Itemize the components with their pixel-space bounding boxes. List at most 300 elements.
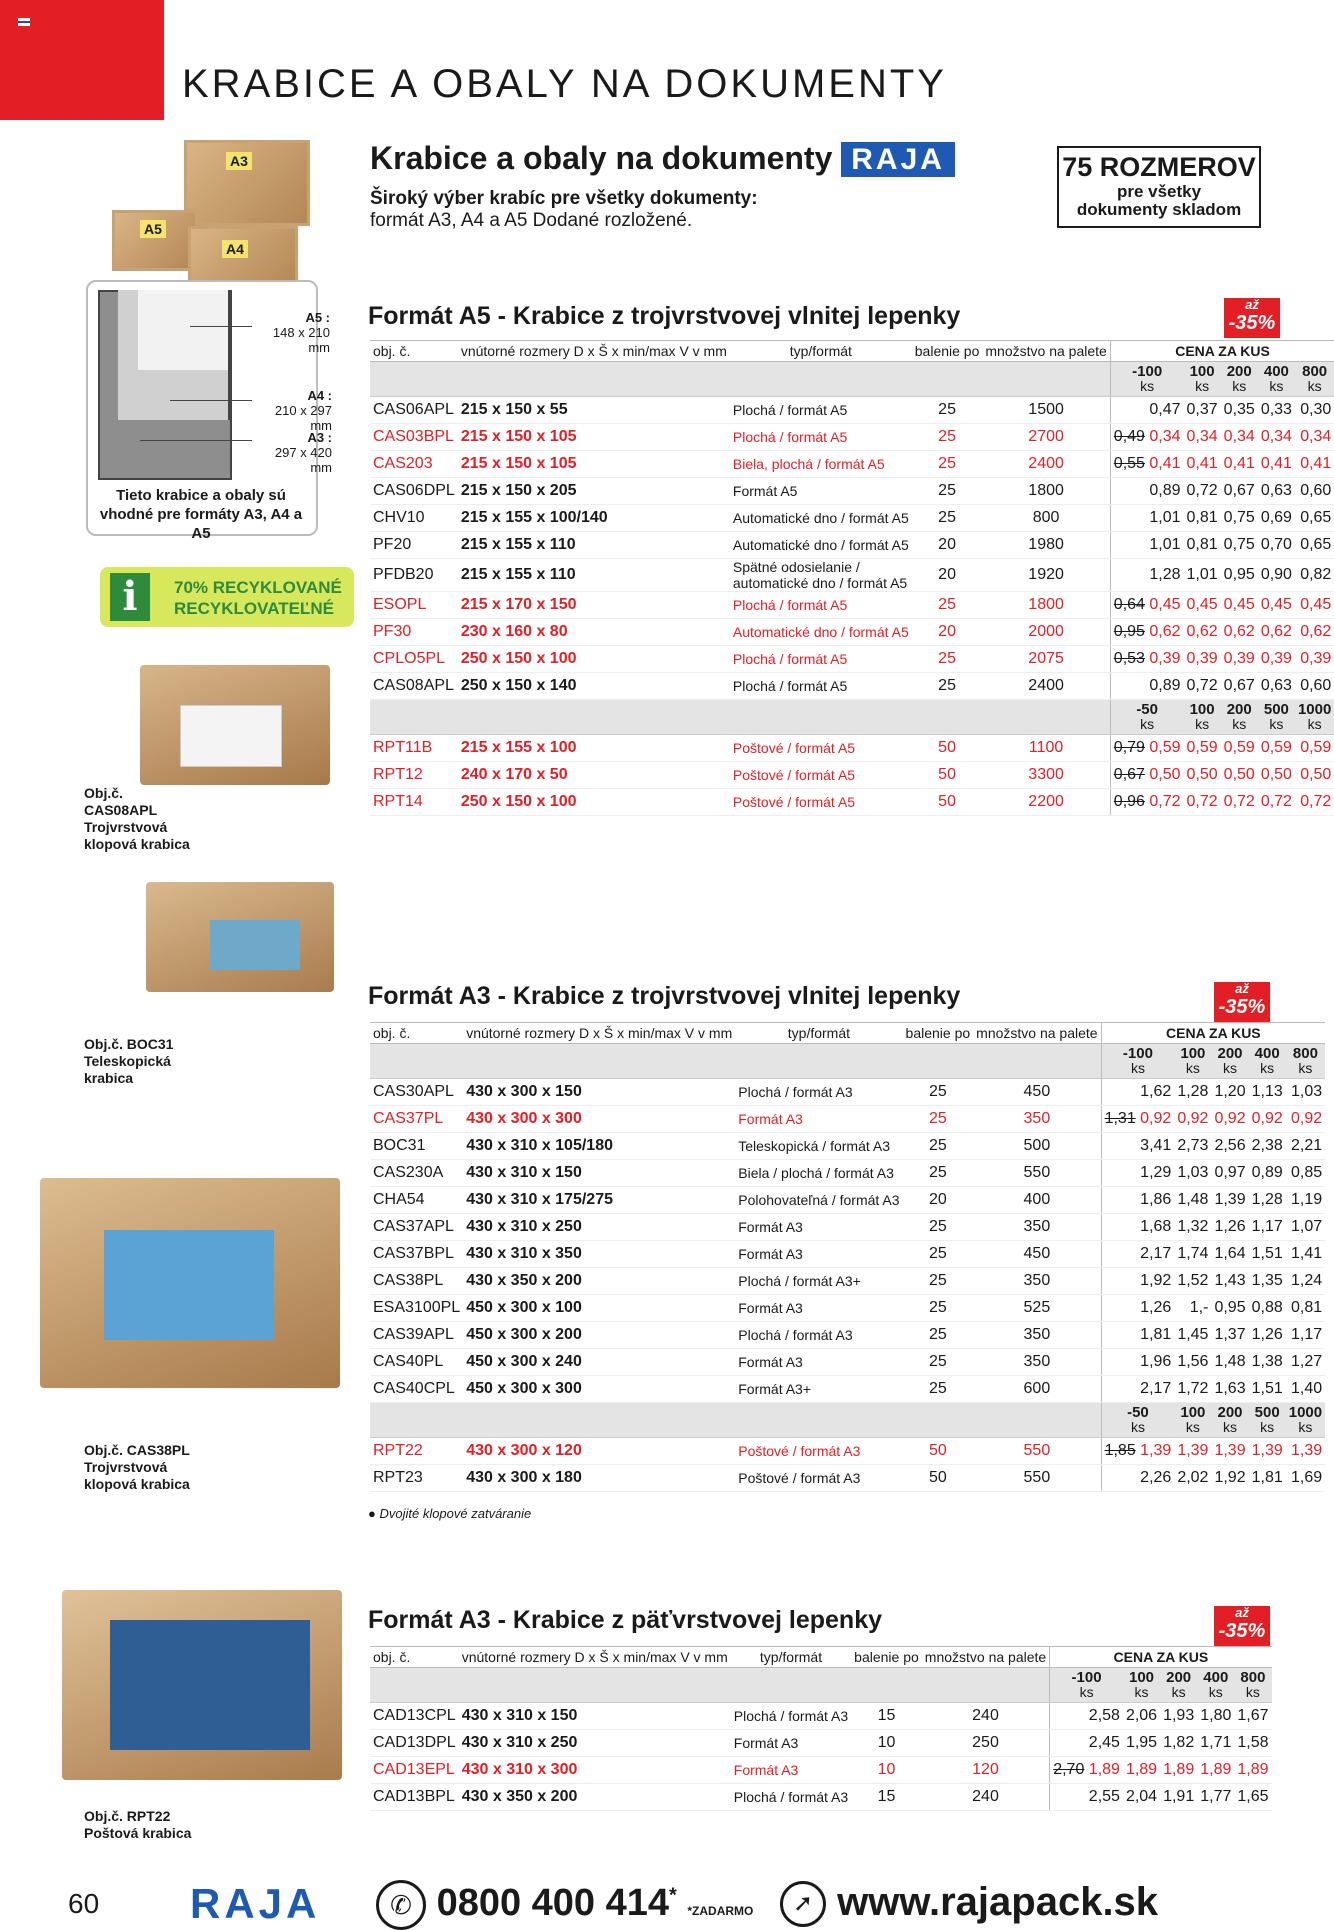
table-row: [370, 1376, 1325, 1403]
pack-size: 10: [851, 1730, 922, 1757]
table-row: [370, 1133, 1325, 1160]
inner-dimensions: 430 x 300 x 300: [463, 1106, 735, 1133]
table-row: [370, 451, 1334, 478]
unit-price: 0,95: [1211, 1295, 1248, 1322]
unit-price: 0,88: [1249, 1295, 1286, 1322]
quantity-row-blank: [370, 362, 1110, 397]
product-type: Formát A3: [735, 1295, 902, 1322]
product-type: Formát A3: [735, 1214, 902, 1241]
unit-price: 1,40: [1286, 1376, 1325, 1403]
unit-price: 2,06: [1123, 1703, 1160, 1730]
inner-dimensions: 430 x 310 x 105/180: [463, 1133, 735, 1160]
product-type: Formát A3: [735, 1106, 902, 1133]
table-row: [370, 1438, 1325, 1465]
product-code: CPLO5PL: [370, 646, 458, 673]
inner-dimensions: 430 x 310 x 175/275: [463, 1187, 735, 1214]
inner-dimensions: 430 x 310 x 300: [459, 1757, 731, 1784]
unit-price: 1,26: [1211, 1214, 1248, 1241]
footnote: ● Dvojité klopové zatváranie: [368, 1506, 532, 1521]
unit-price: 2,21: [1286, 1133, 1325, 1160]
unit-price: 0,45: [1258, 592, 1295, 619]
pack-size: 15: [851, 1784, 922, 1811]
product-code: CAS03BPL: [370, 424, 458, 451]
product-code: ESOPL: [370, 592, 458, 619]
header-pack: balenie po: [903, 1023, 974, 1044]
pack-size: 25: [912, 673, 983, 700]
unit-price: 1,91: [1160, 1784, 1197, 1811]
unit-price: 0,81: [1184, 532, 1221, 559]
product-code: ESA3100PL: [370, 1295, 463, 1322]
unit-price: 1,29: [1101, 1160, 1174, 1187]
pallet-quantity: 1800: [982, 592, 1110, 619]
unit-price: 0,92: [1249, 1106, 1286, 1133]
pallet-quantity: 250: [922, 1730, 1050, 1757]
unit-price: 1,43: [1211, 1268, 1248, 1295]
quantity-tier: 200 ks: [1221, 362, 1258, 397]
inner-dimensions: 450 x 300 x 200: [463, 1322, 735, 1349]
product-code: RPT11B: [370, 735, 458, 762]
unit-price: 1,58: [1234, 1730, 1271, 1757]
unit-price: 0,59: [1184, 735, 1221, 762]
quantity-tier: 100 ks: [1174, 1044, 1211, 1079]
unit-price: 0,67: [1221, 478, 1258, 505]
unit-price: 1,82: [1160, 1730, 1197, 1757]
unit-price: 1,41: [1286, 1241, 1325, 1268]
pack-size: 25: [912, 505, 983, 532]
unit-price: 0,72: [1258, 789, 1295, 816]
unit-price: 1,26: [1249, 1322, 1286, 1349]
product-code: RPT12: [370, 762, 458, 789]
pack-size: 25: [903, 1160, 974, 1187]
pack-size: 20: [903, 1187, 974, 1214]
unit-price: 1,03: [1286, 1079, 1325, 1106]
product-type: Plochá / formát A3: [735, 1079, 902, 1106]
table-row: [370, 1187, 1325, 1214]
inner-dimensions: 215 x 150 x 205: [458, 478, 730, 505]
pack-size: 25: [912, 424, 983, 451]
unit-price: 0,50: [1258, 762, 1295, 789]
header-type: typ/formát: [730, 341, 912, 362]
unit-price: 0,81: [1286, 1295, 1325, 1322]
product-type: Automatické dno / formát A5: [730, 532, 912, 559]
unit-price: 1,96: [1101, 1349, 1174, 1376]
format-line-a3: [140, 440, 252, 441]
unit-price: 0,95: [1221, 559, 1258, 592]
unit-price: 2,26: [1101, 1465, 1174, 1492]
quantity-row: [370, 700, 1334, 735]
unit-price: 1,39: [1174, 1438, 1211, 1465]
unit-price: 1,32: [1174, 1214, 1211, 1241]
unit-price: 0,65: [1295, 505, 1334, 532]
product-code: CHV10: [370, 505, 458, 532]
unit-price: 1,80: [1197, 1703, 1234, 1730]
header-price: CENA ZA KUS: [1110, 341, 1334, 362]
quantity-tier: -100 ks: [1050, 1668, 1123, 1703]
caption-cas38pl: Obj.č. CAS38PL Trojvrstvová klopová krabica: [84, 1442, 190, 1492]
pallet-quantity: 550: [973, 1438, 1101, 1465]
pack-size: 50: [912, 762, 983, 789]
unit-price: 1,64: [1211, 1241, 1248, 1268]
pallet-quantity: 800: [982, 505, 1110, 532]
quantity-tier: 200 ks: [1211, 1044, 1248, 1079]
pack-size: 25: [903, 1376, 974, 1403]
unit-price: 1,48: [1211, 1349, 1248, 1376]
box-label-a3: A3: [226, 152, 252, 170]
table-row: [370, 1295, 1325, 1322]
flag-icon: [18, 18, 30, 26]
header-price: CENA ZA KUS: [1101, 1023, 1325, 1044]
old-price: 0,96: [1113, 793, 1145, 810]
product-code: CAS08APL: [370, 673, 458, 700]
unit-price: 1,74: [1174, 1241, 1211, 1268]
box-label-a5: A5: [140, 220, 166, 238]
caption-cas08apl: Obj.č. CAS08APL Trojvrstvová klopová krabica: [84, 785, 190, 852]
header-dim: vnútorné rozmery D x Š x min/max V v mm: [463, 1023, 735, 1044]
quantity-row-blank: [370, 1668, 1050, 1703]
footer-website-link[interactable]: ➚ www.rajapack.sk: [780, 1880, 1158, 1927]
table-row: [370, 1214, 1325, 1241]
unit-price: 0,41: [1221, 451, 1258, 478]
intro-line-1: Široký výber krabíc pre všetky dokumenty:: [370, 188, 758, 209]
quantity-tier: 500 ks: [1258, 700, 1295, 735]
quantity-tier: 200 ks: [1211, 1403, 1248, 1438]
product-code: CAS06DPL: [370, 478, 458, 505]
old-price: 2,70: [1053, 1761, 1085, 1778]
unit-price: 1,67: [1234, 1703, 1271, 1730]
footer-phone[interactable]: ✆ 0800 400 414* *ZADARMO: [376, 1880, 753, 1930]
unit-price: 0,34: [1258, 424, 1295, 451]
unit-price: 1,28: [1174, 1079, 1211, 1106]
pack-size: 50: [912, 735, 983, 762]
unit-price: 0,75: [1221, 532, 1258, 559]
quantity-row: [370, 362, 1334, 397]
header-dim: vnútorné rozmery D x Š x min/max V v mm: [459, 1647, 731, 1668]
unit-price: 0,85: [1286, 1160, 1325, 1187]
quantity-tier: 200 ks: [1160, 1668, 1197, 1703]
unit-price: 0,63: [1258, 478, 1295, 505]
table-row: [370, 1106, 1325, 1133]
phone-icon: ✆: [376, 1880, 426, 1930]
caption-rpt22: Obj.č. RPT22 Poštová krabica: [84, 1808, 192, 1841]
old-price: 0,55: [1113, 455, 1145, 472]
unit-price: 1,24: [1286, 1268, 1325, 1295]
unit-price: 0,92: [1174, 1106, 1211, 1133]
pallet-quantity: 500: [973, 1133, 1101, 1160]
quantity-tier: 100 ks: [1184, 362, 1221, 397]
quantity-tier: -100 ks: [1110, 362, 1183, 397]
product-type: Formát A3+: [735, 1376, 902, 1403]
product-type: Formát A3: [731, 1757, 851, 1784]
old-price: 0,67: [1113, 766, 1145, 783]
inner-dimensions: 250 x 150 x 100: [458, 646, 730, 673]
badge-75-sizes: 75 ROZMEROV pre všetky dokumenty skladom: [1057, 146, 1261, 228]
unit-price: 1,28: [1110, 559, 1183, 592]
format-diagram-a5: [138, 290, 230, 370]
product-code: RPT23: [370, 1465, 463, 1492]
pallet-quantity: 1920: [982, 559, 1110, 592]
pallet-quantity: 450: [973, 1079, 1101, 1106]
unit-price: 0,33: [1258, 397, 1295, 424]
product-code: CAD13EPL: [370, 1757, 459, 1784]
unit-price: 1,51: [1249, 1241, 1286, 1268]
section-title-a5: Formát A5 - Krabice z trojvrstvovej vlnitej lepenky: [368, 302, 961, 330]
pack-size: 25: [912, 592, 983, 619]
pack-size: 50: [903, 1438, 974, 1465]
quantity-row: [370, 1044, 1325, 1079]
unit-price: 1,52: [1174, 1268, 1211, 1295]
box-photo-cas38pl-content: [104, 1230, 274, 1340]
product-type: Poštové / formát A5: [730, 789, 912, 816]
box-photo-boc31-content: [210, 920, 300, 970]
price-table-a5: [370, 340, 1334, 816]
pallet-quantity: 350: [973, 1214, 1101, 1241]
quantity-tier: 1000 ks: [1295, 700, 1334, 735]
pack-size: 25: [912, 478, 983, 505]
header-price: CENA ZA KUS: [1050, 1647, 1272, 1668]
quantity-tier: 500 ks: [1249, 1403, 1286, 1438]
pallet-quantity: 600: [973, 1376, 1101, 1403]
unit-price: 0,55 0,41: [1110, 451, 1183, 478]
quantity-tier: 400 ks: [1197, 1668, 1234, 1703]
unit-price: 0,45: [1184, 592, 1221, 619]
pallet-quantity: 1100: [982, 735, 1110, 762]
discount-badge-a3-5layer: až -35%: [1214, 1606, 1270, 1646]
pallet-quantity: 1800: [982, 478, 1110, 505]
table-header-row: [370, 341, 1334, 362]
unit-price: 1,27: [1286, 1349, 1325, 1376]
unit-price: 0,50: [1184, 762, 1221, 789]
product-type: Plochá / formát A3+: [735, 1268, 902, 1295]
header-obj: obj. č.: [370, 341, 458, 362]
pack-size: 25: [912, 451, 983, 478]
product-type: Poštové / formát A5: [730, 735, 912, 762]
table-row: [370, 1160, 1325, 1187]
unit-price: 1,68: [1101, 1214, 1174, 1241]
cursor-icon: ➚: [780, 1881, 826, 1927]
header-type: typ/formát: [731, 1647, 851, 1668]
product-type: Automatické dno / formát A5: [730, 505, 912, 532]
table-row: [370, 1322, 1325, 1349]
unit-price: 0,39: [1295, 646, 1334, 673]
table-row: [370, 505, 1334, 532]
unit-price: 1,81: [1249, 1465, 1286, 1492]
product-type: Plochá / formát A5: [730, 673, 912, 700]
table-row: [370, 397, 1334, 424]
quantity-row: [370, 1403, 1325, 1438]
quantity-tier: 400 ks: [1258, 362, 1295, 397]
pallet-quantity: 2200: [982, 789, 1110, 816]
pallet-quantity: 350: [973, 1322, 1101, 1349]
discount-badge-a3: až -35%: [1214, 982, 1270, 1022]
caption-boc31: Obj.č. BOC31 Teleskopická krabica: [84, 1036, 174, 1086]
inner-dimensions: 215 x 170 x 150: [458, 592, 730, 619]
unit-price: 1,93: [1160, 1703, 1197, 1730]
inner-dimensions: 215 x 150 x 105: [458, 424, 730, 451]
price-table-a3: [370, 1022, 1325, 1492]
quantity-tier: 100 ks: [1184, 700, 1221, 735]
product-type: Plochá / formát A5: [730, 592, 912, 619]
quantity-row: [370, 1668, 1272, 1703]
unit-price: 1,19: [1286, 1187, 1325, 1214]
unit-price: 0,95 0,62: [1110, 619, 1183, 646]
old-price: 0,53: [1113, 650, 1145, 667]
unit-price: 0,72: [1184, 478, 1221, 505]
product-type: Automatické dno / formát A5: [730, 619, 912, 646]
pallet-quantity: 240: [922, 1784, 1050, 1811]
price-table-a3-5layer: [370, 1646, 1272, 1811]
format-line-a4: [170, 400, 252, 401]
pallet-quantity: 240: [922, 1703, 1050, 1730]
inner-dimensions: 430 x 300 x 150: [463, 1079, 735, 1106]
table-row: [370, 1268, 1325, 1295]
unit-price: 0,90: [1258, 559, 1295, 592]
quantity-tier: 100 ks: [1123, 1668, 1160, 1703]
unit-price: 1,37: [1211, 1322, 1248, 1349]
footer-raja-logo: RAJA: [190, 1880, 321, 1927]
unit-price: 2,17: [1101, 1241, 1174, 1268]
quantity-row-blank: [370, 1044, 1101, 1079]
product-type: Polohovateľná / formát A3: [735, 1187, 902, 1214]
header-type: typ/formát: [735, 1023, 902, 1044]
unit-price: 1,65: [1234, 1784, 1271, 1811]
table-row: [370, 559, 1334, 592]
quantity-tier: -50 ks: [1101, 1403, 1174, 1438]
inner-dimensions: 430 x 300 x 180: [463, 1465, 735, 1492]
header-dim: vnútorné rozmery D x Š x min/max V v mm: [458, 341, 730, 362]
quantity-tier: 200 ks: [1221, 700, 1258, 735]
unit-price: 1,77: [1197, 1784, 1234, 1811]
unit-price: 0,69: [1258, 505, 1295, 532]
product-code: PF20: [370, 532, 458, 559]
unit-price: 0,72: [1221, 789, 1258, 816]
unit-price: 0,59: [1295, 735, 1334, 762]
inner-dimensions: 430 x 310 x 350: [463, 1241, 735, 1268]
header-obj: obj. č.: [370, 1647, 459, 1668]
inner-dimensions: 450 x 300 x 240: [463, 1349, 735, 1376]
pack-size: 25: [912, 397, 983, 424]
format-note: Tieto krabice a obaly sú vhodné pre formáty A3, A4 a A5: [99, 487, 303, 542]
table-row: [370, 1703, 1272, 1730]
quantity-tier: 800 ks: [1295, 362, 1334, 397]
pallet-quantity: 400: [973, 1187, 1101, 1214]
pack-size: 25: [903, 1349, 974, 1376]
pallet-quantity: 1980: [982, 532, 1110, 559]
inner-dimensions: 215 x 150 x 105: [458, 451, 730, 478]
pack-size: 25: [903, 1268, 974, 1295]
unit-price: 1,56: [1174, 1349, 1211, 1376]
unit-price: 1,39: [1211, 1438, 1248, 1465]
quantity-tier: 1000 ks: [1286, 1403, 1325, 1438]
format-line-a5: [190, 326, 252, 327]
pallet-quantity: 550: [973, 1465, 1101, 1492]
product-code: CHA54: [370, 1187, 463, 1214]
product-type: Formát A5: [730, 478, 912, 505]
product-code: CAS203: [370, 451, 458, 478]
unit-price: 0,53 0,39: [1110, 646, 1183, 673]
quantity-row-blank: [370, 1403, 1101, 1438]
unit-price: 0,60: [1295, 673, 1334, 700]
unit-price: 2,55: [1050, 1784, 1123, 1811]
pack-size: 25: [903, 1322, 974, 1349]
format-label-a4: A4 : 210 x 297 mm: [274, 388, 332, 433]
pack-size: 20: [912, 619, 983, 646]
pallet-quantity: 350: [973, 1268, 1101, 1295]
unit-price: 1,51: [1249, 1376, 1286, 1403]
pallet-quantity: 2400: [982, 451, 1110, 478]
inner-dimensions: 430 x 310 x 150: [459, 1703, 731, 1730]
product-type: Spätné odosielanie / automatické dno / formát A5: [730, 559, 912, 592]
quantity-tier: 800 ks: [1286, 1044, 1325, 1079]
unit-price: 1,89: [1160, 1757, 1197, 1784]
unit-price: 1,39: [1211, 1187, 1248, 1214]
inner-dimensions: 215 x 155 x 100/140: [458, 505, 730, 532]
unit-price: 0,64 0,45: [1110, 592, 1183, 619]
unit-price: 0,72: [1184, 789, 1221, 816]
product-code: RPT14: [370, 789, 458, 816]
old-price: 1,31: [1104, 1110, 1136, 1127]
unit-price: 1,71: [1197, 1730, 1234, 1757]
unit-price: 0,62: [1221, 619, 1258, 646]
table-row: [370, 1730, 1272, 1757]
pallet-quantity: 3300: [982, 762, 1110, 789]
table-row: [370, 424, 1334, 451]
unit-price: 1,35: [1249, 1268, 1286, 1295]
inner-dimensions: 230 x 160 x 80: [458, 619, 730, 646]
header-pack: balenie po: [912, 341, 983, 362]
table-row: [370, 673, 1334, 700]
unit-price: 0,92: [1286, 1106, 1325, 1133]
table-row: [370, 592, 1334, 619]
product-code: CAS37BPL: [370, 1241, 463, 1268]
product-type: Formát A3: [735, 1241, 902, 1268]
unit-price: 1,07: [1286, 1214, 1325, 1241]
old-price: 1,85: [1104, 1442, 1136, 1459]
unit-price: 0,50: [1295, 762, 1334, 789]
inner-dimensions: 450 x 300 x 100: [463, 1295, 735, 1322]
unit-price: 1,89: [1197, 1757, 1234, 1784]
header-pal: množstvo na palete: [973, 1023, 1101, 1044]
product-type: Plochá / formát A5: [730, 397, 912, 424]
unit-price: 1,01: [1110, 505, 1183, 532]
inner-dimensions: 250 x 150 x 140: [458, 673, 730, 700]
unit-price: 1,86: [1101, 1187, 1174, 1214]
unit-price: 0,75: [1221, 505, 1258, 532]
unit-price: 0,37: [1184, 397, 1221, 424]
pack-size: 50: [912, 789, 983, 816]
unit-price: 0,34: [1295, 424, 1334, 451]
inner-dimensions: 215 x 150 x 55: [458, 397, 730, 424]
info-icon: i: [110, 573, 150, 621]
old-price: 0,95: [1113, 623, 1145, 640]
product-type: Plochá / formát A3: [735, 1322, 902, 1349]
pack-size: 25: [903, 1295, 974, 1322]
unit-price: 1,85 1,39: [1101, 1438, 1174, 1465]
unit-price: 0,67: [1221, 673, 1258, 700]
pack-size: 25: [903, 1133, 974, 1160]
table-row: [370, 1784, 1272, 1811]
unit-price: 0,41: [1184, 451, 1221, 478]
product-code: CAS06APL: [370, 397, 458, 424]
table-header-row: [370, 1023, 1325, 1044]
header-obj: obj. č.: [370, 1023, 463, 1044]
box-label-a4: A4: [222, 240, 248, 258]
inner-dimensions: 215 x 155 x 100: [458, 735, 730, 762]
quantity-tier: -50 ks: [1110, 700, 1183, 735]
unit-price: 0,34: [1221, 424, 1258, 451]
header-pal: množstvo na palete: [922, 1647, 1050, 1668]
product-type: Plochá / formát A3: [731, 1703, 851, 1730]
unit-price: 1,45: [1174, 1322, 1211, 1349]
